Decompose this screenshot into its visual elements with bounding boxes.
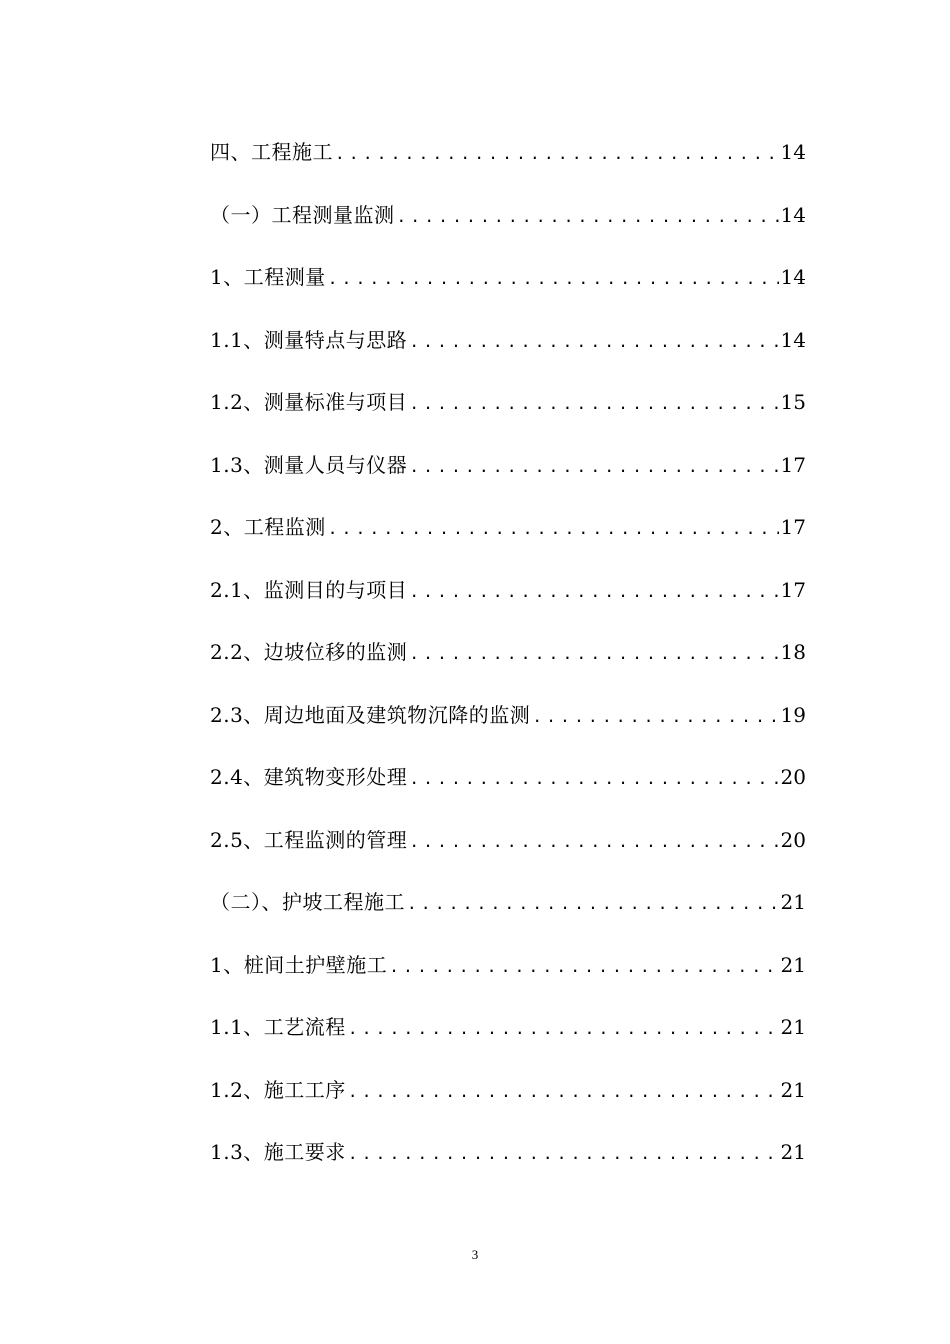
toc-entry[interactable] <box>210 1131 806 1194</box>
toc-dot-leader <box>409 821 778 863</box>
toc-entry-title: 1.1、工艺流程 <box>210 1015 346 1039</box>
toc-entry[interactable] <box>210 944 806 1007</box>
toc-entry-page: 15 <box>780 390 806 414</box>
toc-dot-leader <box>348 1133 779 1175</box>
toc-dot-leader <box>397 196 779 238</box>
toc-entry-page: 21 <box>780 1140 806 1164</box>
toc-entry-title: 2.1、监测目的与项目 <box>210 577 408 602</box>
toc-dot-leader <box>407 883 779 925</box>
toc-entry-page: 18 <box>780 640 806 664</box>
toc-entry[interactable] <box>210 819 806 882</box>
toc-entry-page: 14 <box>780 202 806 227</box>
toc-entry-title: 1.3、测量人员与仪器 <box>210 452 408 477</box>
table-of-contents <box>210 131 806 1194</box>
toc-dot-leader <box>409 633 778 675</box>
toc-entry-title: 1.1、测量特点与思路 <box>210 327 408 352</box>
toc-dot-leader <box>328 508 779 550</box>
toc-entry-title: 四、工程施工 <box>210 140 333 164</box>
toc-entry-page: 21 <box>780 1077 806 1102</box>
toc-entry[interactable] <box>210 1006 806 1069</box>
toc-dot-leader <box>409 571 778 613</box>
toc-entry[interactable] <box>210 194 806 257</box>
toc-entry-title: 2.3、周边地面及建筑物沉降的监测 <box>210 702 531 727</box>
toc-entry[interactable] <box>210 319 806 382</box>
toc-dot-leader <box>409 446 778 488</box>
toc-entry-page: 19 <box>780 702 806 727</box>
toc-entry-title: 2.2、边坡位移的监测 <box>210 640 408 664</box>
toc-entry-page: 17 <box>780 515 806 539</box>
toc-entry-title: （一）工程测量监测 <box>210 202 395 227</box>
toc-entry-page: 21 <box>780 890 806 914</box>
toc-entry[interactable] <box>210 444 806 507</box>
toc-entry-page: 14 <box>780 265 806 289</box>
toc-entry[interactable] <box>210 131 806 194</box>
page-number: 3 <box>471 1247 479 1262</box>
toc-dot-leader <box>532 696 778 738</box>
toc-entry-title: 1、桩间土护壁施工 <box>210 952 388 977</box>
toc-entry-page: 20 <box>780 827 806 852</box>
toc-entry[interactable] <box>210 756 806 819</box>
toc-entry[interactable] <box>210 569 806 632</box>
toc-entry[interactable] <box>210 694 806 757</box>
toc-dot-leader <box>335 133 779 175</box>
toc-entry[interactable] <box>210 381 806 444</box>
toc-entry-page: 14 <box>780 327 806 352</box>
toc-entry-title: 2.4、建筑物变形处理 <box>210 765 408 789</box>
toc-entry-title: 2、工程监测 <box>210 515 326 539</box>
toc-entry-page: 14 <box>780 140 806 164</box>
toc-entry-page: 20 <box>780 765 806 789</box>
toc-dot-leader <box>389 946 778 988</box>
toc-entry-title: （二）、护坡工程施工 <box>210 890 405 914</box>
toc-entry[interactable] <box>210 881 806 944</box>
toc-entry-page: 17 <box>780 577 806 602</box>
toc-entry[interactable] <box>210 256 806 319</box>
toc-dot-leader <box>409 383 778 425</box>
toc-dot-leader <box>348 1008 779 1050</box>
toc-entry-title: 1.2、施工工序 <box>210 1077 346 1102</box>
toc-entry-page: 21 <box>780 1015 806 1039</box>
toc-entry-title: 1.3、施工要求 <box>210 1140 346 1164</box>
toc-dot-leader <box>348 1071 779 1113</box>
toc-entry[interactable] <box>210 631 806 694</box>
toc-entry[interactable] <box>210 1069 806 1132</box>
toc-entry-page: 17 <box>780 452 806 477</box>
toc-entry-page: 21 <box>780 952 806 977</box>
toc-entry-title: 1.2、测量标准与项目 <box>210 390 408 414</box>
toc-entry-title: 1、工程测量 <box>210 265 326 289</box>
toc-dot-leader <box>409 758 778 800</box>
toc-dot-leader <box>328 258 779 300</box>
toc-dot-leader <box>409 321 778 363</box>
toc-entry-title: 2.5、工程监测的管理 <box>210 827 408 852</box>
toc-entry[interactable] <box>210 506 806 569</box>
